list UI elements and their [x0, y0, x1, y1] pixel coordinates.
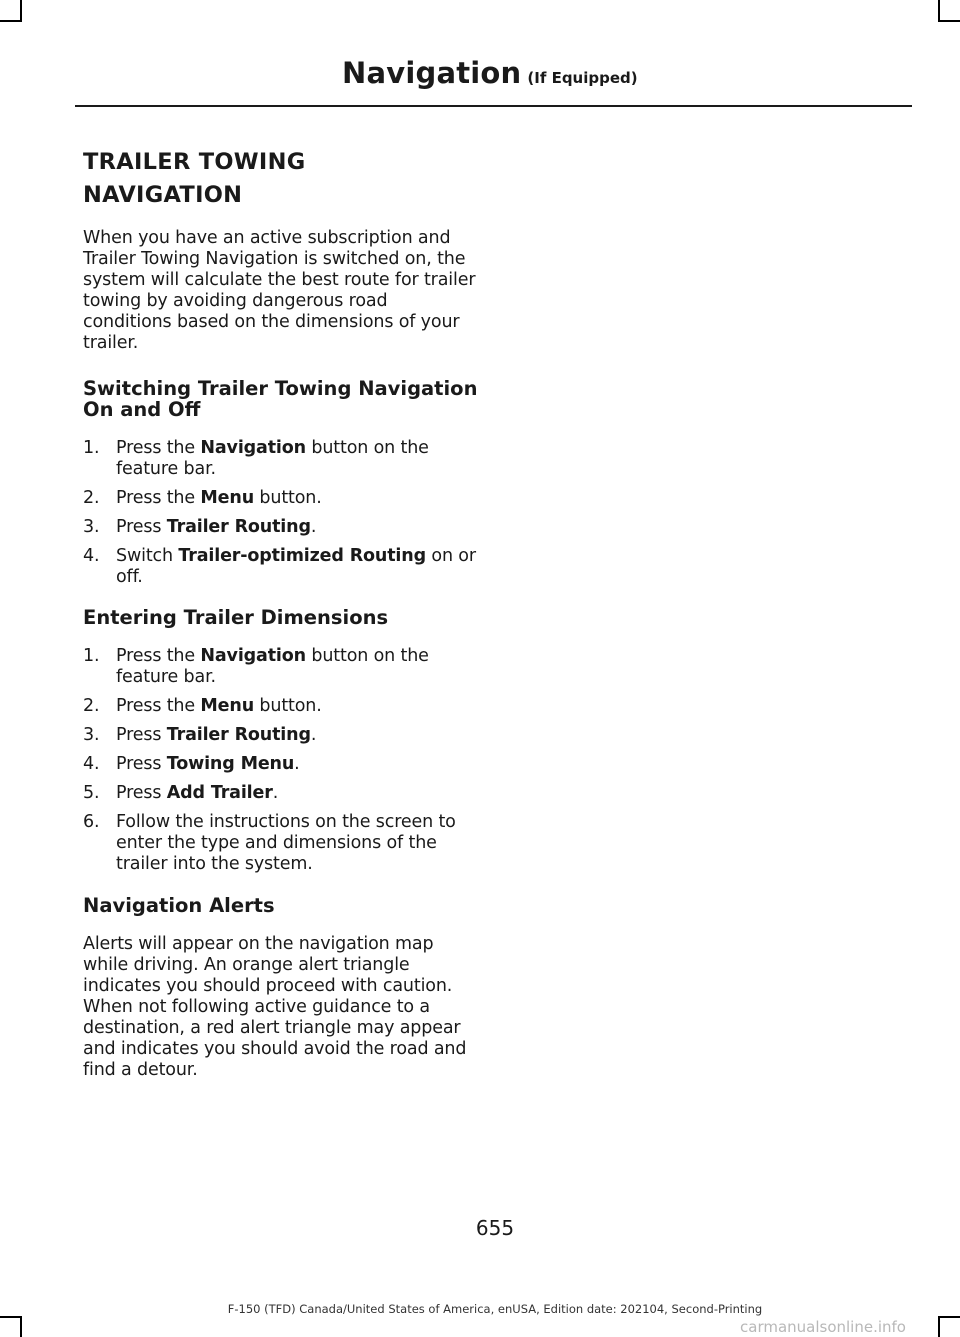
step-text: Press the: [116, 488, 201, 508]
crop-mark: [0, 20, 20, 22]
list-item: [83, 783, 479, 804]
step-text: Press the: [116, 696, 201, 716]
crop-mark: [938, 1316, 960, 1318]
step-text: Switch: [116, 546, 179, 566]
crop-mark: [20, 1316, 22, 1337]
list-item: [83, 546, 479, 588]
crop-mark: [0, 1316, 20, 1318]
switching-heading: Switching Trailer Towing Navigation On and Off: [83, 377, 478, 421]
list-item: [83, 488, 479, 509]
crop-mark: [20, 0, 22, 22]
step-text: Press: [116, 754, 167, 774]
list-item: [83, 754, 479, 775]
step-number: 4.: [83, 754, 100, 774]
step-bold: Navigation: [200, 646, 306, 666]
list-item: [83, 517, 479, 538]
page-header: [342, 56, 638, 90]
dimensions-steps: [83, 646, 479, 875]
step-bold: Trailer Routing: [166, 725, 311, 745]
step-text: Follow the instructions on the screen to enter the type and dimensions of the trailer into the system.: [116, 812, 456, 874]
step-text: button on the feature bar.: [116, 438, 429, 479]
section-title: [83, 147, 479, 211]
step-number: 3.: [83, 725, 100, 745]
list-item: [83, 646, 479, 688]
edition-footer: F-150 (TFD) Canada/United States of America, enUSA, Edition date: 202104, Second-Printing: [227, 1302, 763, 1316]
step-bold: Menu: [200, 696, 255, 716]
step-text: .: [272, 783, 279, 803]
switching-steps: [83, 438, 479, 588]
step-bold: Trailer-optimized Routing: [178, 546, 426, 566]
step-number: 1.: [83, 438, 100, 458]
step-bold: Menu: [200, 488, 255, 508]
step-text: Press: [116, 783, 167, 803]
dimensions-heading: Entering Trailer Dimensions: [83, 606, 389, 629]
step-text: .: [310, 517, 317, 537]
step-bold: Towing Menu: [166, 754, 295, 774]
step-bold: Add Trailer: [166, 783, 273, 803]
step-number: 5.: [83, 783, 100, 803]
step-number: 1.: [83, 646, 100, 666]
step-number: 4.: [83, 546, 100, 566]
intro-paragraph: When you have an active subscription and Trailer Towing Navigation is switched on, the system will calculate the best route for trailer towing by avoiding dangerous road conditions based on the dimensions of your trailer.: [83, 228, 476, 353]
section-title-line1: TRAILER TOWING: [83, 149, 306, 175]
list-item: [83, 696, 479, 717]
alerts-paragraph: Alerts will appear on the navigation map while driving. An orange alert triangle indicates you should proceed with caution. When not following active guidance to a destination, a red alert triangle may appear and indicates you should avoid the road and find a detour.: [83, 934, 467, 1080]
step-text: button.: [254, 488, 322, 508]
step-number: 6.: [83, 812, 100, 832]
list-item: [83, 812, 479, 875]
header-subtitle: (If Equipped): [527, 69, 638, 87]
step-text: Press the: [116, 438, 201, 458]
step-text: .: [294, 754, 300, 774]
step-text: Press: [116, 517, 167, 537]
step-text: button on the feature bar.: [116, 646, 429, 687]
crop-mark: [938, 0, 940, 22]
header-title: Navigation: [342, 56, 522, 90]
main-content: [83, 147, 479, 1081]
crop-mark: [938, 1316, 940, 1337]
crop-mark: [938, 20, 960, 22]
list-item: [83, 725, 479, 746]
alerts-heading: Navigation Alerts: [83, 894, 275, 917]
step-number: 2.: [83, 696, 100, 716]
header-divider: [75, 105, 912, 107]
step-text: Press: [116, 725, 167, 745]
step-text: on or off.: [116, 546, 476, 587]
step-text: Press the: [116, 646, 201, 666]
page-number: 655: [475, 1216, 515, 1240]
step-text: button.: [254, 696, 322, 716]
watermark: carmanualsonline.info: [740, 1318, 906, 1336]
step-bold: Navigation: [200, 438, 306, 458]
step-bold: Trailer Routing: [166, 517, 311, 537]
step-text: .: [310, 725, 317, 745]
list-item: [83, 438, 479, 480]
step-number: 2.: [83, 488, 100, 508]
step-number: 3.: [83, 517, 100, 537]
section-title-line2: NAVIGATION: [83, 182, 243, 208]
